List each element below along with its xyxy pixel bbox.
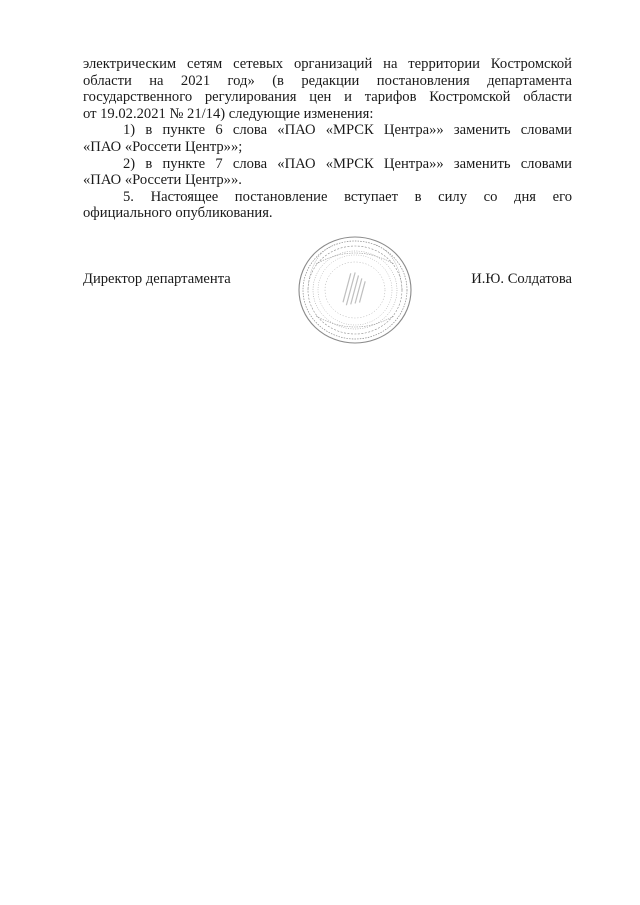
list-item-2 xyxy=(83,156,572,189)
text-line: 5. Настоящее постановление вступает в силу со дня его xyxy=(123,188,572,205)
official-seal-icon xyxy=(296,234,414,346)
paragraph-item-5 xyxy=(83,189,572,222)
document-body xyxy=(83,56,572,222)
text-line: «ПАО «Россети Центр»»; xyxy=(83,138,243,155)
text-line: 1) в пункте 6 слова «ПАО «МРСК Центра»» заменить словами xyxy=(123,122,572,139)
text-line: 2) в пункте 7 слова «ПАО «МРСК Центра»» заменить словами xyxy=(123,155,572,172)
list-item-1 xyxy=(83,122,572,155)
text-line: от 19.02.2021 № 21/14) следующие изменения: xyxy=(83,105,374,122)
signatory-name: И.Ю. Солдатова xyxy=(471,271,572,287)
paragraph-changes-intro xyxy=(83,56,572,122)
text-line: электрическим сетям сетевых организаций на территории Костромской xyxy=(83,56,572,72)
text-line: официального опубликования. xyxy=(83,205,273,222)
text-line: «ПАО «Россети Центр»». xyxy=(83,172,242,189)
text-line: государственного регулирования цен и тарифов Костромской области xyxy=(83,89,572,106)
signatory-position: Директор департамента xyxy=(83,271,231,287)
text-line: области на 2021 год» (в редакции постановления департамента xyxy=(83,72,572,89)
